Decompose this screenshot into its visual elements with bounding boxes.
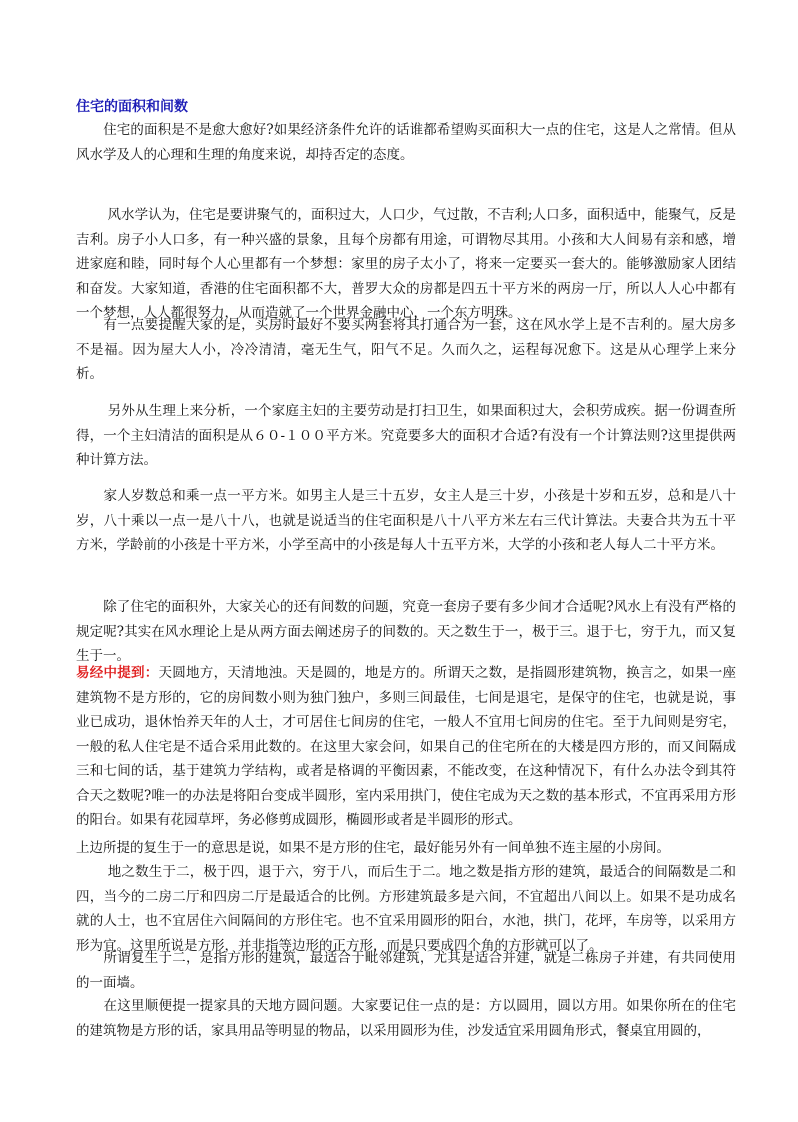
paragraph-9: 地之数生于二，极于四，退于六，穷于八，而后生于二。地之数是指方形的建筑，最适合的间隔数是二和四，当今的二房二厅和四房二厅是最适合的比例。方形建筑最多是六间，不宜超出八间以上。如果不是功成名就的人士，也不宜居住六间隔间的方形住宅。也不宜采用圆形的阳台，水池，拱门，花坪，车房等，以采用方形为宜。这里所说是方形，并非指等边形的正方形，而是只要成四个角的方形就可以了。 (76, 864, 736, 954)
paragraph-7-text: 天圆地方，天清地浊。天是圆的，地是方的。所谓天之数，是指圆形建筑物，换言之，如果一座建筑物不是方形的，它的房间数小则为独门独户，多则三间最佳，七间是退宅，是保守的住宅，也就是说，事业已成功，退休怡养天年的人士，才可居住七间房的住宅，一般人不宜用七间房的住宅。至于九间则是穷宅，一般的私人住宅是不适合采用此数的。在这里大家会问，如果自己的住宅所在的大楼是四方形的，而又间隔成三和七间的话，基于建筑力学结构，或者是格调的平衡因素，不能改变，在这种情况下，有什么办法令到其符合天之数呢?唯一的办法是将阳台变成半圆形，室内采用拱门，使住宅成为天之数的基本形式，不宜再采用方形的阳台。如果有花园草坪，务必修剪成圆形，椭圆形或者是半圆形的形式。 (76, 665, 737, 828)
paragraph-5: 家人岁数总和乘一点一平方米。如男主人是三十五岁，女主人是三十岁，小孩是十岁和五岁，总和是八十岁，八十乘以一点一是八十八，也就是说适当的住宅面积是八十八平方米左右三代计算法。夫妻合共为五十平方米，学龄前的小孩是十平方米，小学至高中的小孩是每人十五平方米，大学的小孩和老人每人二十平方米。 (76, 488, 736, 553)
paragraph-8: 上边所提的复生于一的意思是说，如果不是方形的住宅，最好能另外有一间单独不连主屋的小房间。 (76, 840, 670, 856)
highlight-label: 易经中提到： (76, 665, 159, 681)
paragraph-6: 除了住宅的面积外，大家关心的还有间数的问题，究竟一套房子要有多少间才合适呢?风水上有没有严格的规定呢?其实在风水理论上是从两方面去阐述房子的间数的。天之数生于一，极于三。退于七，穷于九，而又复生于一。 (76, 599, 736, 664)
paragraph-7 (76, 661, 736, 833)
page-title: 住宅的面积和间数 (76, 99, 188, 115)
paragraph-11: 在这里顺便提一提家具的天地方圆问题。大家要记住一点的是：方以圆用，圆以方用。如果你所在的住宅的建筑物是方形的话，家具用品等明显的物品，以采用圆形为佳，沙发适宜采用圆角形式，餐桌宜用圆的， (76, 998, 736, 1039)
paragraph-4: 另外从生理上来分析，一个家庭主妇的主要劳动是打扫卫生，如果面积过大，会积劳成疾。据一份调查所得，一个主妇清洁的面积是从６０-１００平方米。究竟要多大的面积才合适?有没有一个计算法则?这里提供两种计算方法。 (76, 403, 736, 468)
paragraph-2: 风水学认为，住宅是要讲聚气的，面积过大，人口少，气过散，不吉利;人口多，面积适中，能聚气，反是吉利。房子小人口多，有一种兴盛的景象，且每个房都有用途，可谓物尽其用。小孩和大人间易有亲和感，增进家庭和睦，同时每个人心里都有一个梦想：家里的房子太小了，将来一定要买一套大的。能够激励家人团结和奋发。大家知道，香港的住宅面积都不大，普罗大众的房都是四五十平方米的两房一厅，所以人人心中都有一个梦想，人人都很努力，从而造就了一个世界金融中心，一个东方明珠。 (76, 207, 736, 321)
paragraph-10: 所谓复生于二，是指方形的建筑，最适合于毗邻建筑，尤其是适合并建，就是二栋房子并建，有共同使用的一面墙。 (76, 950, 736, 991)
paragraph-3: 有一点要提醒大家的是，买房时最好不要买两套将其打通合为一套，这在风水学上是不吉利的。屋大房多不是福。因为屋大人小，冷冷清清，毫无生气，阳气不足。久而久之，运程每况愈下。这是从心理学上来分析。 (76, 317, 736, 382)
paragraph-1: 住宅的面积是不是愈大愈好?如果经济条件允许的话谁都希望购买面积大一点的住宅，这是人之常情。但从风水学及人的心理和生理的角度来说，却持否定的态度。 (76, 122, 736, 163)
